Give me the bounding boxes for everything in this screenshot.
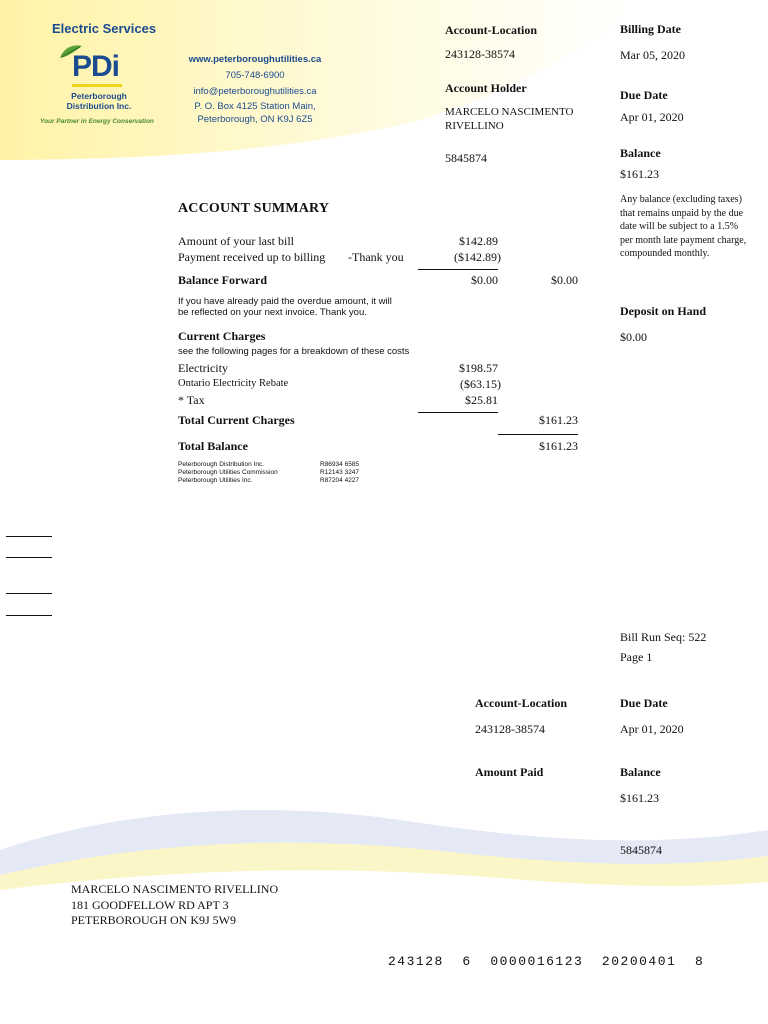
due-date-label: Due Date — [620, 88, 668, 102]
account-holder-label: Account Holder — [445, 81, 527, 95]
rebate-amount: ($63.15) — [460, 377, 501, 391]
logo-underline — [72, 84, 122, 87]
fold-mark — [6, 615, 52, 616]
late-payment-note: Any balance (excluding taxes) that remains unpaid by the due date will be subject to a 1.5% per month late payment charge, compounded monthly. — [620, 194, 747, 259]
scan-line: 243128 6 0000016123 20200401 8 — [388, 954, 705, 969]
balance-forward-label: Balance Forward — [178, 273, 267, 287]
total-balance-amount: $161.23 — [539, 439, 578, 453]
account-holder-line1: MARCELO NASCIMENTO — [445, 106, 574, 118]
current-charges-note: see the following pages for a breakdown of these costs — [178, 346, 410, 357]
registration-list — [178, 461, 359, 485]
tax-amount: $25.81 — [465, 393, 498, 407]
thank-you-text: -Thank you — [348, 250, 404, 264]
total-rule — [498, 434, 578, 435]
fold-mark — [6, 593, 52, 594]
overdue-note-line2: be reflected on your next invoice. Thank you. — [178, 307, 367, 318]
bill-run-seq: Bill Run Seq: 522 — [620, 630, 707, 644]
payment-received-amount: ($142.89) — [454, 250, 501, 264]
account-summary-title: ACCOUNT SUMMARY — [178, 201, 330, 216]
company-logo: PDi — [72, 50, 120, 83]
registration-name: Peterborough Utilities Commission — [178, 469, 278, 476]
deposit-label: Deposit on Hand — [620, 304, 707, 318]
page-number: Page 1 — [620, 650, 653, 664]
stub-customer-number: 5845874 — [620, 843, 662, 857]
stub-due-date-label: Due Date — [620, 696, 668, 710]
company-tagline: Your Partner in Energy Conservation — [40, 118, 154, 125]
balance-value: $161.23 — [620, 167, 659, 181]
balance-label: Balance — [620, 146, 661, 160]
customer-number: 5845874 — [445, 151, 487, 165]
registration-row — [178, 477, 359, 485]
fold-mark — [6, 536, 52, 537]
mailing-street: 181 GOODFELLOW RD APT 3 — [71, 897, 229, 912]
deposit-value: $0.00 — [620, 330, 647, 344]
account-holder-name — [445, 105, 573, 133]
mailing-address-line1: P. O. Box 4125 Station Main, — [194, 101, 316, 112]
subtotal-rule — [418, 269, 498, 270]
balance-forward-amount: $0.00 — [471, 273, 498, 287]
mailing-city: PETERBOROUGH ON K9J 5W9 — [71, 913, 236, 927]
last-bill-amount: $142.89 — [459, 234, 498, 248]
registration-number: R87204 4227 — [320, 477, 360, 484]
registration-number: R12143 3247 — [320, 469, 360, 476]
registration-row — [178, 461, 359, 469]
current-charges-label: Current Charges — [178, 329, 266, 343]
registration-row — [178, 469, 359, 477]
fold-mark — [6, 557, 52, 558]
stub-balance-label: Balance — [620, 765, 661, 779]
overdue-note — [178, 296, 392, 318]
registration-name: Peterborough Distribution Inc. — [178, 461, 264, 468]
amount-paid-field[interactable] — [475, 783, 575, 799]
total-current-charges-label: Total Current Charges — [178, 413, 295, 427]
electricity-amount: $198.57 — [459, 361, 498, 375]
electricity-label: Electricity — [178, 361, 228, 375]
registration-number: R86934 6585 — [320, 461, 360, 468]
mailing-address-line2: Peterborough, ON K9J 6Z5 — [197, 114, 313, 125]
billing-date-value: Mar 05, 2020 — [620, 48, 685, 62]
stub-due-date-value: Apr 01, 2020 — [620, 722, 684, 736]
company-name — [60, 91, 138, 111]
mailing-name: MARCELO NASCIMENTO RIVELLINO — [71, 882, 279, 896]
website-link[interactable]: www.peterboroughutilities.ca — [188, 54, 322, 65]
mailing-address-block — [71, 882, 278, 929]
charges-subtotal-rule — [418, 412, 498, 413]
company-name-line2: Distribution Inc. — [66, 101, 132, 111]
overdue-note-line1: If you have already paid the overdue amount, it will — [178, 296, 392, 307]
stub-balance-value: $161.23 — [620, 791, 659, 805]
amount-paid-label: Amount Paid — [475, 765, 544, 779]
account-location-label: Account-Location — [445, 23, 537, 37]
stub-account-location-value: 243128-38574 — [475, 722, 545, 736]
rebate-label: Ontario Electricity Rebate — [178, 378, 289, 389]
company-name-line1: Peterborough — [71, 91, 127, 101]
tax-label: * Tax — [178, 393, 205, 407]
billing-date-label: Billing Date — [620, 22, 682, 36]
balance-forward-total: $0.00 — [551, 273, 578, 287]
total-balance-label: Total Balance — [178, 439, 248, 453]
total-current-charges-amount: $161.23 — [539, 413, 578, 427]
account-location-value: 243128-38574 — [445, 47, 515, 61]
payment-received-label: Payment received up to billing — [178, 250, 326, 264]
phone-number: 705-748-6900 — [225, 70, 285, 81]
stub-account-location-label: Account-Location — [475, 696, 567, 710]
service-title: Electric Services — [52, 21, 157, 36]
email-link[interactable]: info@peterboroughutilities.ca — [193, 86, 317, 97]
last-bill-label: Amount of your last bill — [178, 234, 294, 248]
account-holder-line2: RIVELLINO — [445, 120, 504, 132]
due-date-value: Apr 01, 2020 — [620, 110, 684, 124]
registration-name: Peterborough Utilities Inc. — [178, 477, 253, 484]
